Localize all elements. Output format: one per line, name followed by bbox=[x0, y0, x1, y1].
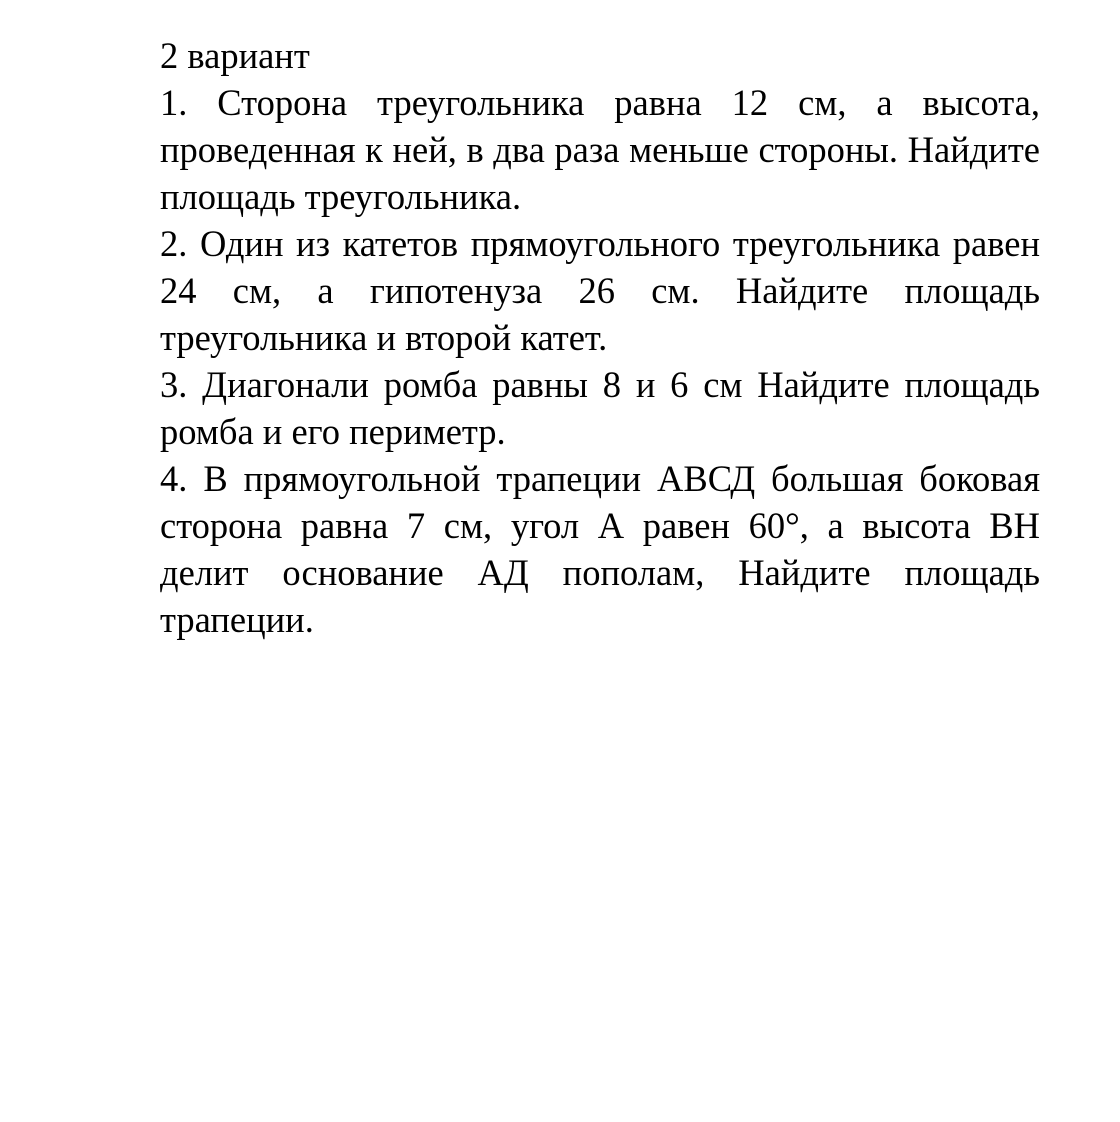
problem-list bbox=[160, 79, 1040, 643]
variant-title: 2 вариант bbox=[160, 35, 310, 76]
problem-1-text: 1. Сторона треугольника равна 12 см, а высота, проведенная к ней, в два раза меньше стороны. Найдите площадь треугольника. bbox=[160, 82, 1040, 217]
problem-2 bbox=[160, 220, 1040, 361]
problem-4 bbox=[160, 455, 1040, 643]
worksheet-page bbox=[160, 32, 1040, 643]
problem-1 bbox=[160, 79, 1040, 220]
problem-4-text: 4. В прямоугольной трапеции АВСД большая боковая сторона равна 7 см, угол А равен 60°, а высота ВН делит основание АД пополам, Найдите площадь трапеции. bbox=[160, 458, 1040, 640]
problem-3-text: 3. Диагонали ромба равны 8 и 6 см Найдите площадь ромба и его периметр. bbox=[160, 364, 1040, 452]
problem-3 bbox=[160, 361, 1040, 455]
problem-2-text: 2. Один из катетов прямоугольного треугольника равен 24 см, а гипотенуза 26 см. Найдите площадь треугольника и второй катет. bbox=[160, 223, 1040, 358]
